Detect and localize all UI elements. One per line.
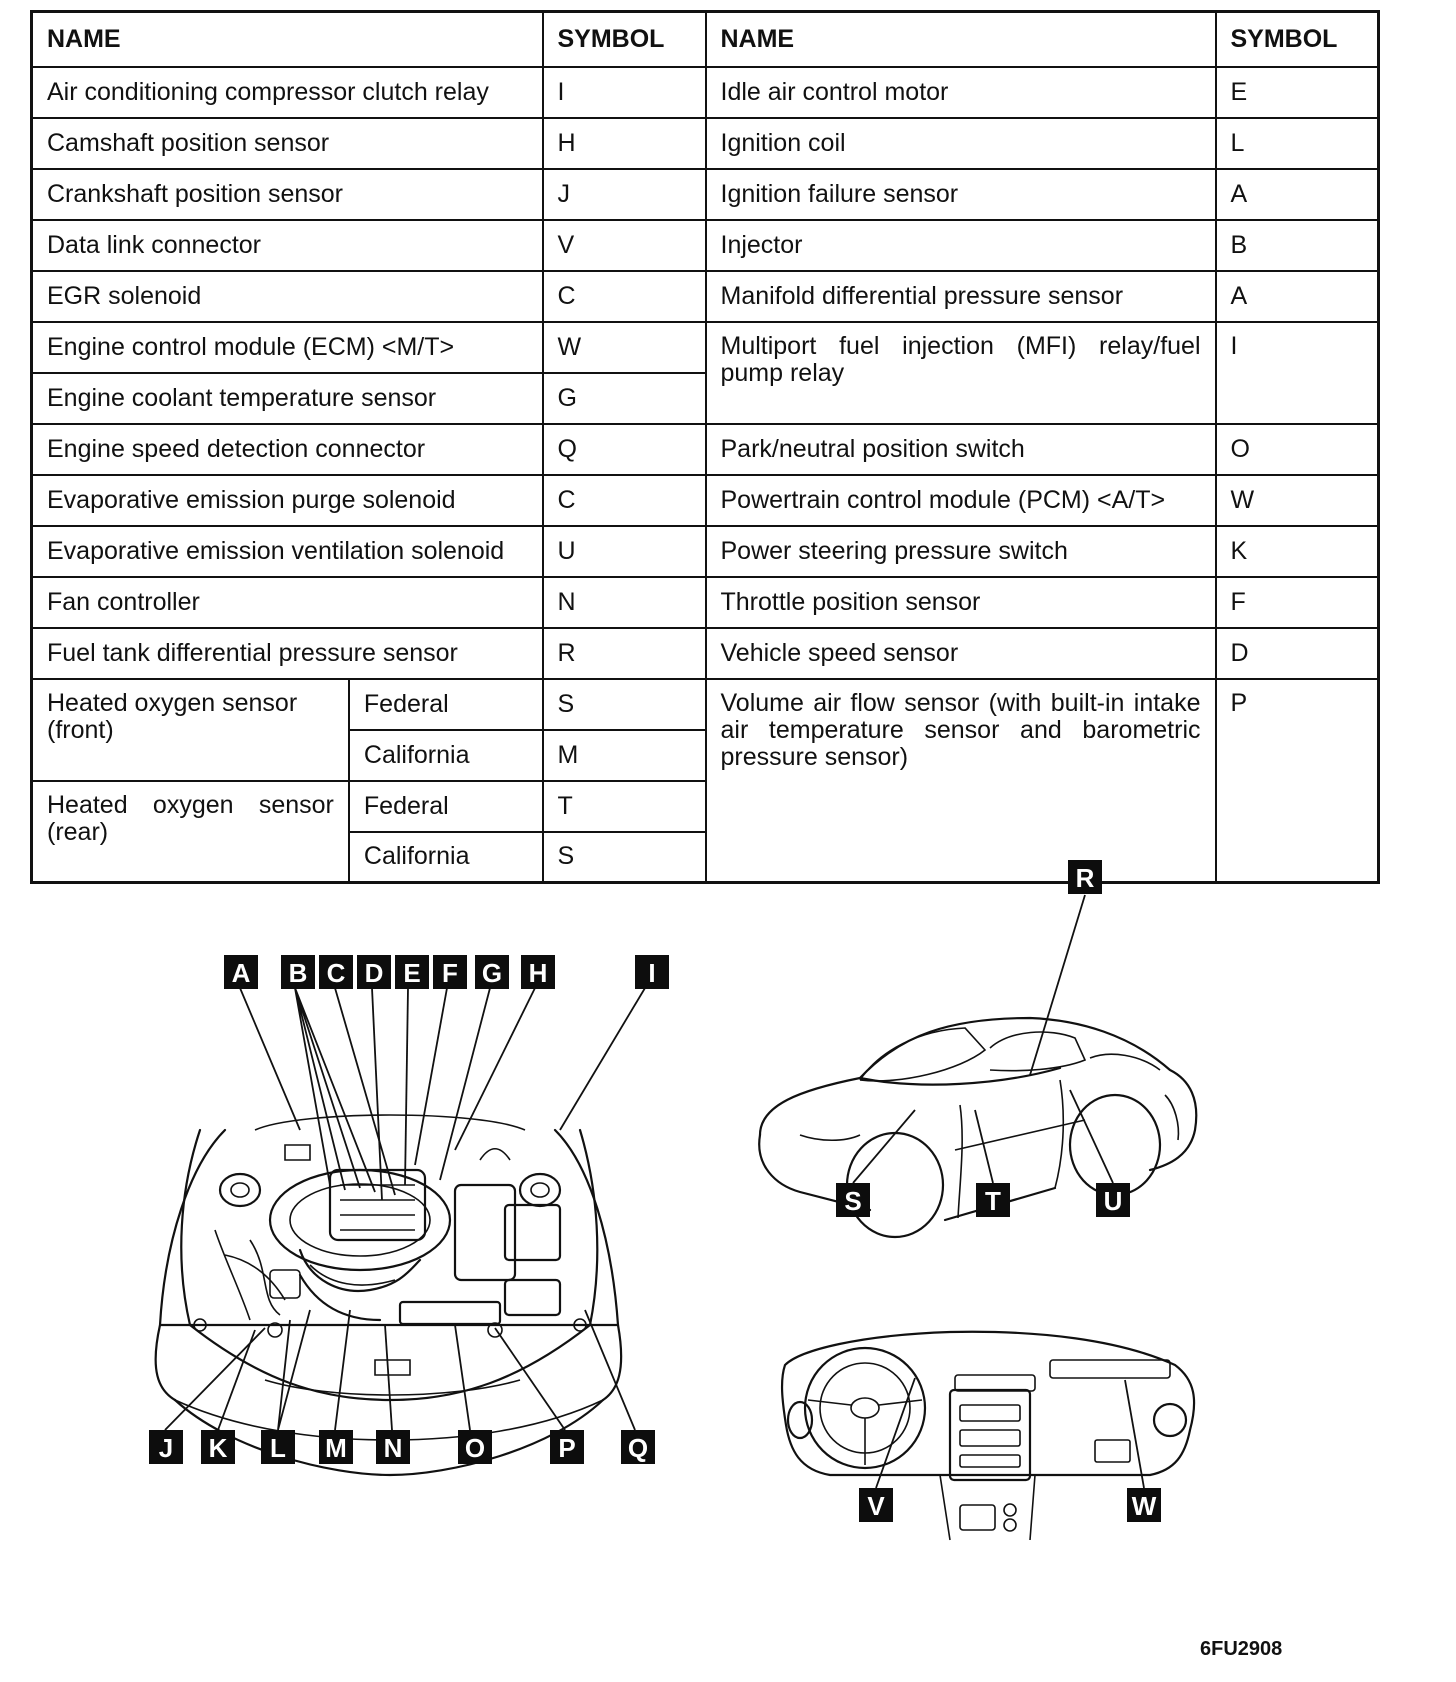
table-row [32, 220, 1379, 271]
table-row [32, 322, 1379, 373]
figure-id: 6FU2908 [1200, 1638, 1283, 1660]
component-table [30, 10, 1380, 884]
component-name: Volume air flow sensor (with built-in intake air temperature sensor and barometric pressure sensor) [706, 679, 1216, 883]
label-tag-Q [621, 1430, 655, 1464]
label-tag-C [319, 955, 353, 989]
svg-text:G: G [481, 958, 503, 988]
label-tag-A [224, 955, 258, 989]
header-name-left: NAME [32, 12, 543, 67]
svg-text:I: I [648, 958, 656, 988]
component-symbol: C [543, 271, 706, 322]
component-symbol: I [1216, 322, 1379, 424]
component-symbol: B [1216, 220, 1379, 271]
component-symbol: O [1216, 424, 1379, 475]
component-symbol: H [543, 118, 706, 169]
svg-text:R: R [1075, 863, 1095, 893]
component-name: Park/neutral position switch [706, 424, 1216, 475]
table-row [32, 475, 1379, 526]
label-tag-I [635, 955, 669, 989]
label-tag-M [319, 1430, 353, 1464]
svg-text:B: B [288, 958, 308, 988]
component-symbol: T [543, 781, 706, 832]
component-name: Engine control module (ECM) <M/T> [32, 322, 543, 373]
component-location-figure [0, 863, 1456, 1670]
table-row [32, 424, 1379, 475]
component-name: Ignition coil [706, 118, 1216, 169]
component-symbol: Q [543, 424, 706, 475]
svg-text:C: C [326, 958, 346, 988]
label-tag-G [475, 955, 509, 989]
header-symbol-right: SYMBOL [1216, 12, 1379, 67]
component-symbol: C [543, 475, 706, 526]
component-name: Powertrain control module (PCM) <A/T> [706, 475, 1216, 526]
label-tag-H [521, 955, 555, 989]
table-row [32, 169, 1379, 220]
svg-text:U: U [1103, 1186, 1123, 1216]
component-symbol: D [1216, 628, 1379, 679]
component-symbol: J [543, 169, 706, 220]
component-symbol: A [1216, 169, 1379, 220]
svg-text:N: N [383, 1433, 403, 1463]
component-name: Heated oxygen sensor (front) [32, 679, 349, 781]
variant-label: California [349, 832, 543, 883]
component-name: Fuel tank differential pressure sensor [32, 628, 543, 679]
svg-text:F: F [442, 958, 458, 988]
label-tag-F [433, 955, 467, 989]
component-symbol: E [1216, 67, 1379, 118]
label-tag-R [1068, 860, 1102, 894]
svg-text:K: K [208, 1433, 228, 1463]
component-symbol: G [543, 373, 706, 424]
svg-text:V: V [867, 1491, 885, 1521]
svg-text:D: D [364, 958, 384, 988]
component-name: Throttle position sensor [706, 577, 1216, 628]
component-name: Engine coolant temperature sensor [32, 373, 543, 424]
component-name: Air conditioning compressor clutch relay [32, 67, 543, 118]
label-tag-D [357, 955, 391, 989]
table-row [32, 577, 1379, 628]
svg-text:A: A [231, 958, 251, 988]
label-tag-B [281, 955, 315, 989]
svg-text:E: E [403, 958, 421, 988]
table-row [32, 679, 1379, 730]
component-symbol: R [543, 628, 706, 679]
component-symbol: K [1216, 526, 1379, 577]
component-name: Vehicle speed sensor [706, 628, 1216, 679]
svg-text:Q: Q [627, 1433, 649, 1463]
component-symbol: W [1216, 475, 1379, 526]
component-name: Data link connector [32, 220, 543, 271]
component-symbol: A [1216, 271, 1379, 322]
component-name: Engine speed detection connector [32, 424, 543, 475]
component-name: Evaporative emission ventilation solenoid [32, 526, 543, 577]
component-symbol: M [543, 730, 706, 781]
svg-text:T: T [985, 1186, 1001, 1216]
table-row [32, 271, 1379, 322]
table-row [32, 628, 1379, 679]
component-name: EGR solenoid [32, 271, 543, 322]
component-name: Heated oxygen sensor (rear) [32, 781, 349, 883]
svg-text:P: P [558, 1433, 576, 1463]
component-symbol: P [1216, 679, 1379, 883]
label-tag-P [550, 1430, 584, 1464]
component-symbol: I [543, 67, 706, 118]
component-name: Manifold differential pressure sensor [706, 271, 1216, 322]
svg-text:H: H [528, 958, 548, 988]
component-symbol: L [1216, 118, 1379, 169]
table-row [32, 526, 1379, 577]
label-tag-E [395, 955, 429, 989]
label-tag-J [149, 1430, 183, 1464]
component-name: Evaporative emission purge solenoid [32, 475, 543, 526]
variant-label: Federal [349, 781, 543, 832]
label-tag-W [1127, 1488, 1161, 1522]
component-symbol: V [543, 220, 706, 271]
component-symbol: S [543, 679, 706, 730]
label-tag-S [836, 1183, 870, 1217]
table-row [32, 67, 1379, 118]
component-name: Injector [706, 220, 1216, 271]
component-name: Camshaft position sensor [32, 118, 543, 169]
variant-label: California [349, 730, 543, 781]
header-symbol-left: SYMBOL [543, 12, 706, 67]
component-name: Power steering pressure switch [706, 526, 1216, 577]
component-name: Idle air control motor [706, 67, 1216, 118]
table-row [32, 118, 1379, 169]
component-symbol: S [543, 832, 706, 883]
label-tag-N [376, 1430, 410, 1464]
label-tag-T [976, 1183, 1010, 1217]
label-tag-V [859, 1488, 893, 1522]
svg-text:W: W [1131, 1491, 1157, 1521]
label-tag-O [458, 1430, 492, 1464]
component-symbol: N [543, 577, 706, 628]
component-name: Crankshaft position sensor [32, 169, 543, 220]
svg-text:J: J [158, 1433, 174, 1463]
component-symbol: W [543, 322, 706, 373]
component-name: Multiport fuel injection (MFI) relay/fuel pump relay [706, 322, 1216, 424]
svg-text:O: O [464, 1433, 486, 1463]
label-tag-L [261, 1430, 295, 1464]
svg-text:L: L [270, 1433, 286, 1463]
label-tag-K [201, 1430, 235, 1464]
variant-label: Federal [349, 679, 543, 730]
header-name-right: NAME [706, 12, 1216, 67]
component-symbol: U [543, 526, 706, 577]
svg-text:M: M [325, 1433, 347, 1463]
label-tag-U [1096, 1183, 1130, 1217]
component-symbol: F [1216, 577, 1379, 628]
component-name: Fan controller [32, 577, 543, 628]
component-name: Ignition failure sensor [706, 169, 1216, 220]
svg-text:S: S [844, 1186, 862, 1216]
